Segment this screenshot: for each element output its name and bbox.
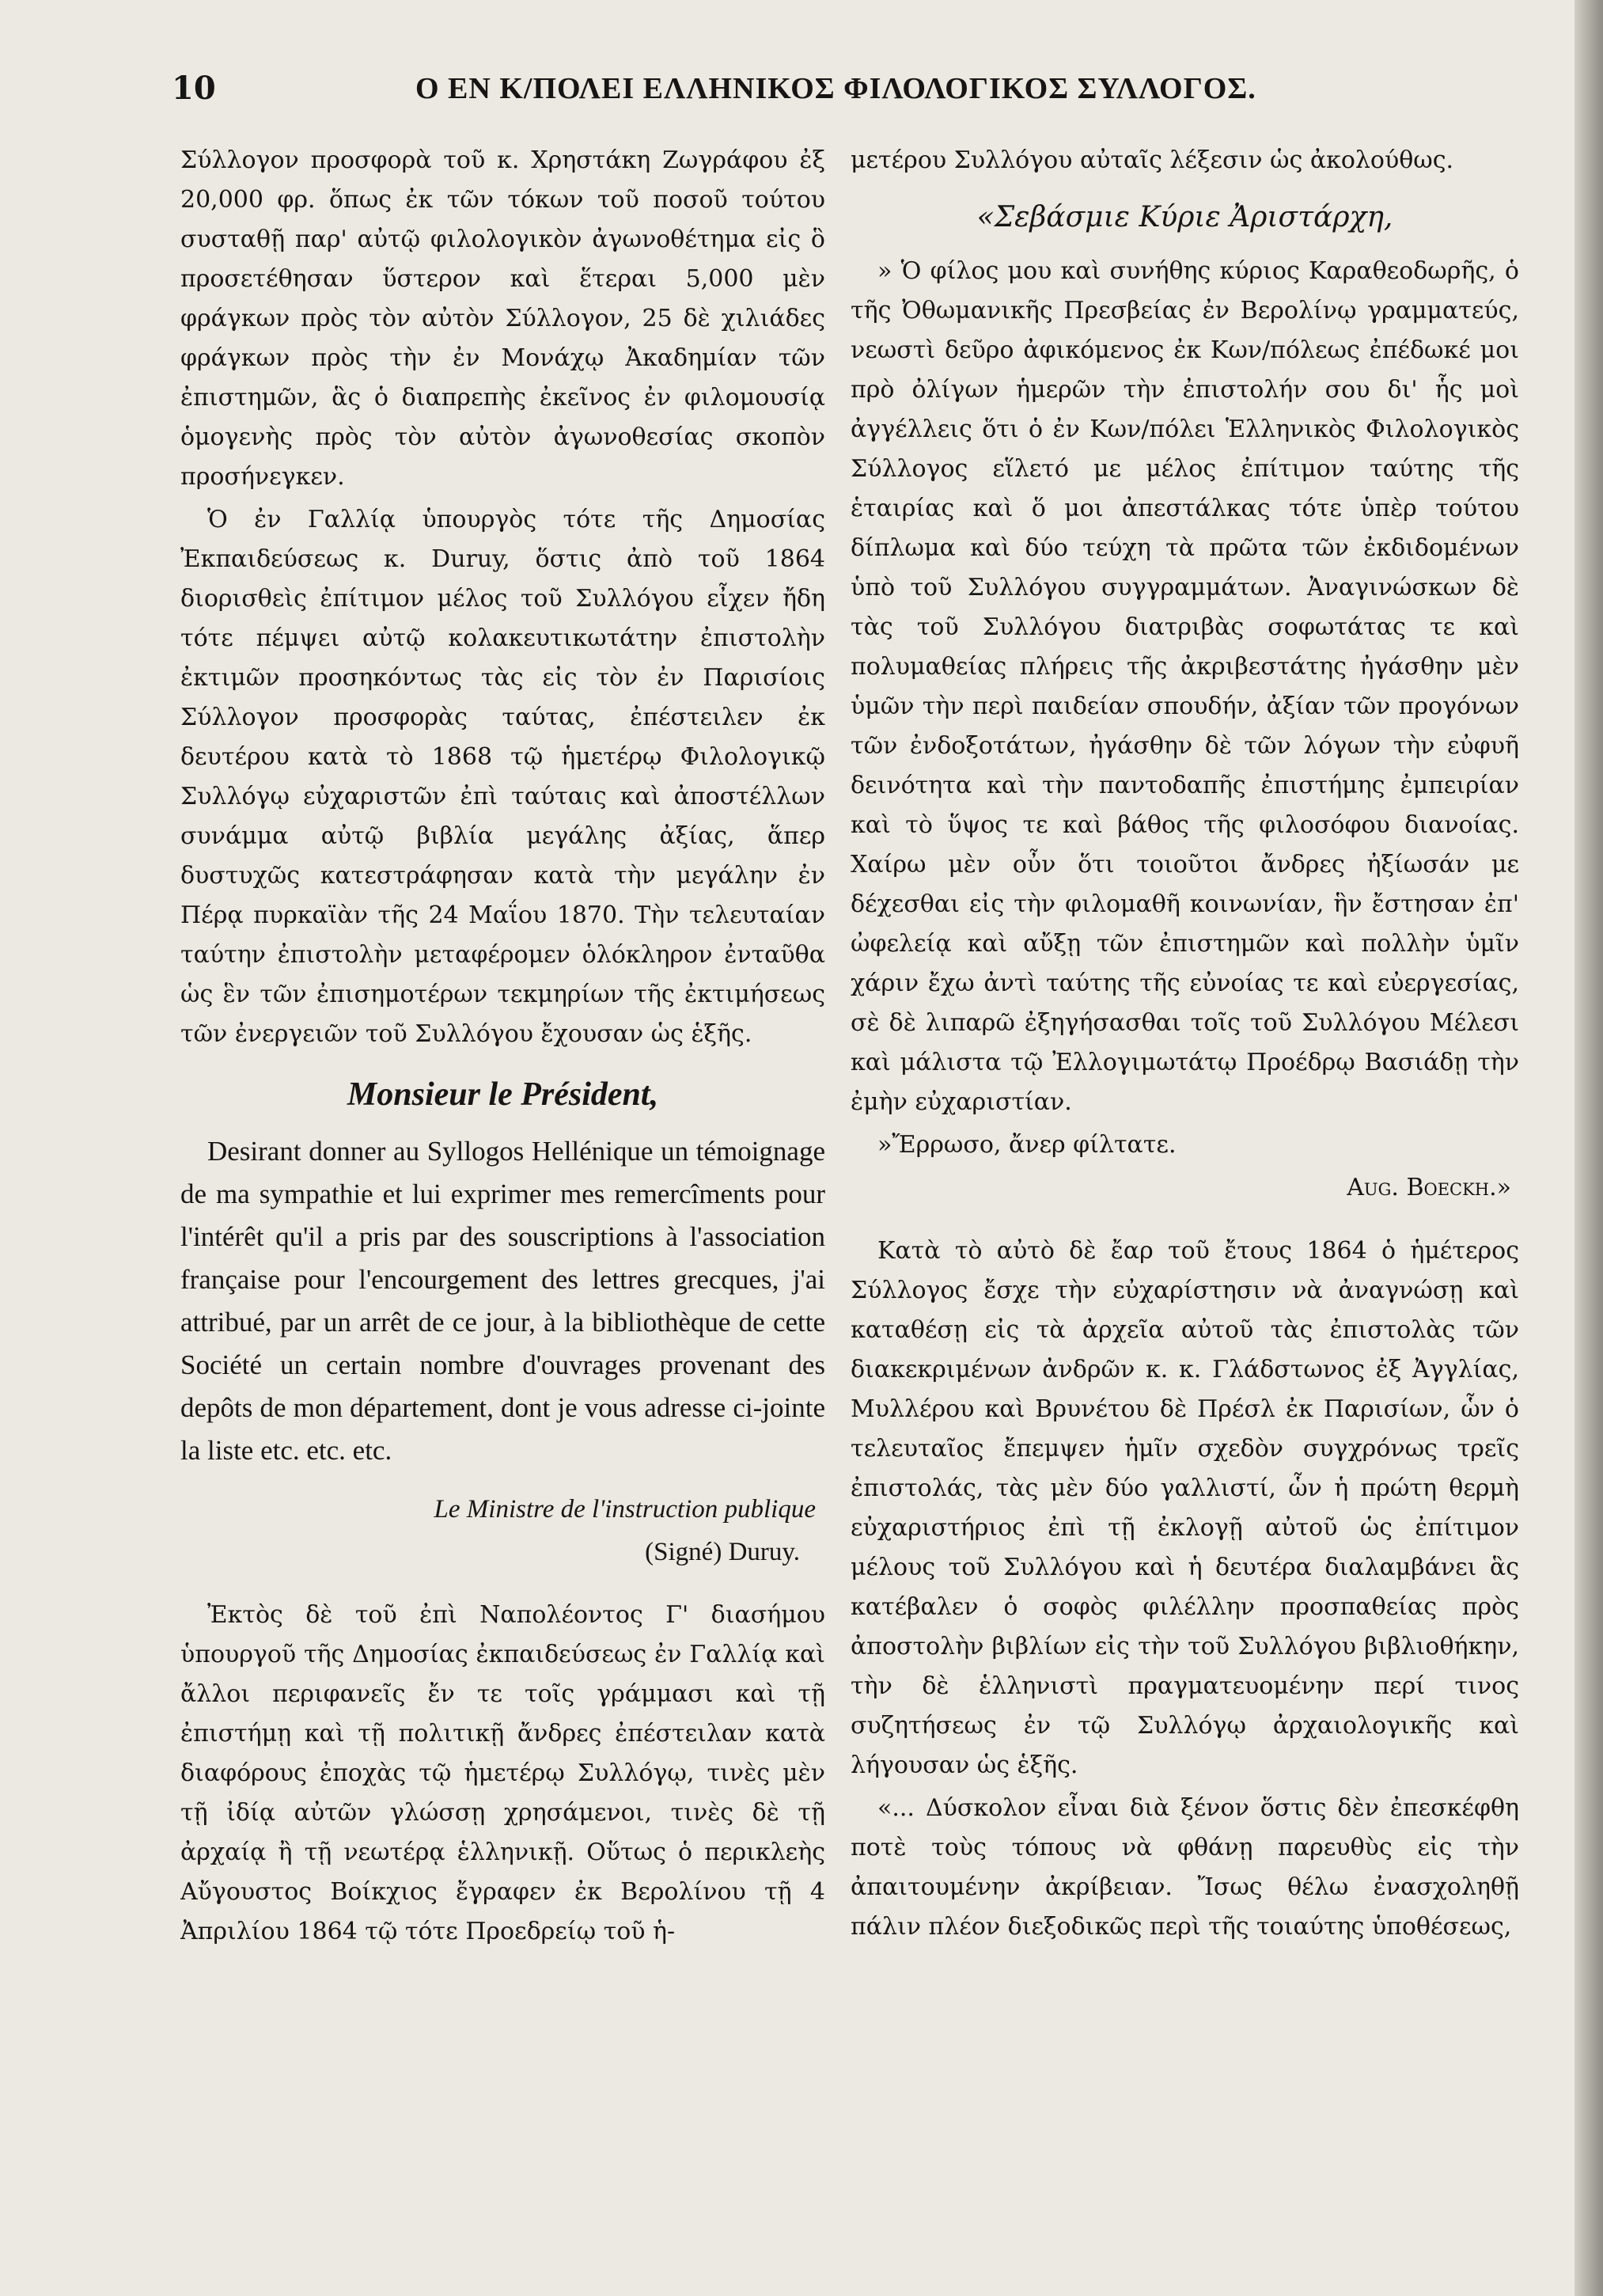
french-letter-body: Desirant donner au Syllogos Hellénique un témoignage de ma sympathie et lui exprimer mes remercîments pour l'intérêt qu'il a pris par des souscriptions à l'association française pour l'encourgement des lettres grecques, j'ai attribué, par un arrêt de ce jour, à la bibliothèque de cette Société un certain nombre d'ouvrages provenant des depôts de mon département, dont je vous adresse ci-jointe la liste etc. etc. etc. bbox=[180, 1136, 825, 1466]
greek-letter-body: » Ὁ φίλος μου καὶ συνήθης κύριος Καραθεοδωρῆς, ὁ τῆς Ὀθωμανικῆς Πρεσβείας ἐν Βερολίνῳ γραμματεύς, νεωστὶ δεῦρο ἀφικόμενος ἐκ Κων/πόλεως ἐπέδωκέ μοι πρὸ ὀλίγων ἡμερῶν τὴν ἐπιστολήν σου δι' ἧς μοὶ ἀγγέλλεις ὅτι ὁ ἐν Κων/πόλει Ἑλληνικὸς Φιλολογικὸς Σύλλογος εἵλετό με μέλος ἐπίτιμον ταύτης τῆς ἑταιρίας καὶ ὅ μοι ἀπεστάλκας τότε ὑπὲρ τούτου δίπλωμα καὶ δύο τεύχη τὰ πρῶτα τῶν ἐκδιδομένων ὑπὸ τοῦ Συλλόγου συγγραμμάτων. Ἀναγινώσκων δὲ τὰς τοῦ Συλλόγου διατριβὰς σοφωτάτας τε καὶ πολυμαθείας πλήρεις τῆς ἀκριβεστάτης ἠγάσθην μὲν ὑμῶν τὴν περὶ παιδείαν σπουδήν, ἀξίαν τῶν προγόνων τῶν ἐνδοξοτάτων, ἠγάσθην δὲ τῶν λόγων τὴν εὐφυῆ δεινότητα καὶ τὴν παντοδαπῆς ἐπιστήμης ἐμπειρίαν καὶ τὸ ὕψος τε καὶ βάθος τῆς φιλοσόφου διανοίας. Χαίρω μὲν οὖν ὅτι τοιοῦτοι ἄνδρες ἠξίωσάν με δέχεσθαι εἰς τὴν φιλομαθῆ κοινωνίαν, ἣν ἔστησαν ἐπ' ὠφελείᾳ καὶ αὔξῃ τῶν ἐπιστημῶν καὶ πολλὴν ὑμῖν χάριν ἔχω ἀντὶ ταύτης τῆς εὐνοίας τε καὶ εὐεργεσίας, σὲ δὲ λιπαρῶ ἐξηγήσασθαι τοῖς τοῦ Συλλόγου Μέλεσι καὶ μάλιστα τῷ Ἐλλογιμωτάτῳ Προέδρῳ Βασιάδῃ τὴν ἐμὴν εὐχαριστίαν. bbox=[851, 257, 1519, 1116]
greek-letter-signature: Aug. Boeckh.» bbox=[1347, 1174, 1511, 1201]
running-title: Ο ΕΝ Κ/ΠΟΛΕΙ ΕΛΛΗΝΙΚΟΣ ΦΙΛΟΛΟΓΙΚΟΣ ΣΥΛΛΟΓΟΣ. bbox=[415, 72, 1256, 105]
right-paragraph-1: μετέρου Συλλόγου αὐταῖς λέξεσιν ὡς ἀκολούθως. bbox=[851, 146, 1454, 174]
left-column bbox=[180, 141, 825, 2278]
right-paragraph-3: «... Δύσκολον εἶναι διὰ ξένον ὅστις δὲν ἐπεσκέφθη ποτὲ τοὺς τόπους νὰ φθάνῃ παρευθὺς εἰς τὴν ἀπαιτουμένην ἀκρίβειαν. Ἴσως θέλω ἐνασχοληθῇ πάλιν πλέον διεξοδικῶς περὶ τῆς τοιαύτης ὑποθέσεως, bbox=[851, 1794, 1519, 1941]
right-paragraph-2: Κατὰ τὸ αὐτὸ δὲ ἔαρ τοῦ ἔτους 1864 ὁ ἡμέτερος Σύλλογος ἔσχε τὴν εὐχαρίστησιν νὰ ἀναγνώσῃ καὶ καταθέσῃ εἰς τὰ ἀρχεῖα αὐτοῦ τὰς ἐπιστολὰς τῶν διακεκριμένων ἀνδρῶν κ. κ. Γλάδστωνος ἐξ Ἀγγλίας, Μυλλέρου καὶ Βρυνέτου δὲ Πρέσλ ἐκ Παρισίων, ὧν ὁ τελευταῖος ἔπεμψεν ἡμῖν σχεδὸν συγχρόνως τρεῖς ἐπιστολάς, τὰς μὲν δύο γαλλιστί, ὧν ἡ πρώτη θερμὴ εὐχαριστήριος ἐπὶ τῇ ἐκλογῇ αὐτοῦ ὡς ἐπίτιμον μέλους τοῦ Συλλόγου καὶ ἡ δευτέρα διαλαμβάνει ἃς κατέβαλεν ὁ σοφὸς φιλέλλην προσπαθείας πρὸς ἀποστολὴν βιβλίων εἰς τὴν τοῦ Συλλόγου βιβλιοθήκην, τὴν δὲ ἑλληνιστὶ πραγματευομένην περί τινος συζητήσεως ἐν τῷ Συλλόγῳ ἀρχαιολογικῆς καὶ λήγουσαν ὡς ἑξῆς. bbox=[851, 1237, 1519, 1779]
greek-letter-salutation: «Σεβάσμιε Κύριε Ἀριστάρχη, bbox=[976, 201, 1393, 233]
left-paragraph-2: Ὁ ἐν Γαλλίᾳ ὑπουργὸς τότε τῆς Δημοσίας Ἐκπαιδεύσεως κ. Duruy, ὅστις ἀπὸ τοῦ 1864 διορισθεὶς ἐπίτιμον μέλος τοῦ Συλλόγου εἶχεν ἤδη τότε πέμψει αὐτῷ κολακευτικωτάτην ἐπιστολὴν ἐκτιμῶν προσηκόντως τὰς εἰς τὸν ἐν Παρισίοις Σύλλογον προσφορὰς ταύτας, ἐπέστειλεν ἐκ δευτέρου κατὰ τὸ 1868 τῷ ἡμετέρῳ Φιλολογικῷ Συλλόγῳ εὐχαριστῶν ἐπὶ ταύταις καὶ ἀποστέλλων συνάμμα αὐτῷ βιβλία μεγάλης ἀξίας, ἅπερ δυστυχῶς κατεστράφησαν κατὰ τὴν μεγάλην ἐν Πέρᾳ πυρκαϊὰν τῆς 24 Μαΐου 1870. Τὴν τελευταίαν ταύτην ἐπιστολὴν μεταφέρομεν ὁλόκληρον ἐνταῦθα ὡς ἓν τῶν ἐπισημοτέρων τεκμηρίων τῆς ἐκτιμήσεως τῶν ἐνεργειῶν τοῦ Συλλόγου ἔχουσαν ὡς ἑξῆς. bbox=[180, 506, 825, 1048]
scan-binding-edge bbox=[1575, 0, 1603, 2296]
left-paragraph-3: Ἐκτὸς δὲ τοῦ ἐπὶ Ναπολέοντος Γ' διασήμου ὑπουργοῦ τῆς Δημοσίας ἐκπαιδεύσεως ἐν Γαλλίᾳ καὶ ἄλλοι περιφανεῖς ἔν τε τοῖς γράμμασι καὶ τῇ ἐπιστήμῃ καὶ τῇ πολιτικῇ ἄνδρες ἐπέστειλαν κατὰ διαφόρους ἐποχὰς τῷ ἡμετέρῳ Συλλόγῳ, τινὲς μὲν τῇ ἰδίᾳ αὐτῶν γλώσσῃ χρησάμενοι, τινὲς δὲ τῇ ἀρχαίᾳ ἢ τῇ νεωτέρᾳ ἑλληνικῇ. Οὕτως ὁ περικλεὴς Αὔγουστος Βοίκχιος ἔγραφεν ἐκ Βερολίνου τῇ 4 Ἀπριλίου 1864 τῷ τότε Προεδρείῳ τοῦ ἡ- bbox=[180, 1601, 825, 1945]
greek-letter-signoff: »Ἔρρωσο, ἄνερ φίλτατε. bbox=[877, 1131, 1177, 1159]
page-number: 10 bbox=[172, 70, 216, 107]
french-letter-signatory-title: Le Ministre de l'instruction publique bbox=[434, 1495, 816, 1524]
left-paragraph-1: Σύλλογον προσφορὰ τοῦ κ. Χρηστάκη Ζωγράφου ἐξ 20,000 φρ. ὅπως ἐκ τῶν τόκων τοῦ ποσοῦ τούτου συσταθῇ παρ' αὐτῷ φιλολογικὸν ἀγωνοθέτημα εἰς ὃ προσετέθησαν ὕστερον καὶ ἕτεραι 5,000 μὲν φράγκων πρὸς τὸν αὐτὸν Σύλλογον, 25 δὲ χιλιάδες φράγκων πρὸς τὴν ἐν Μονάχῳ Ἀκαδημίαν τῶν ἐπιστημῶν, ἃς ὁ διαπρεπὴς ἐκεῖνος ἐν φιλομουσίᾳ ὁμογενὴς πρὸς τὸν αὐτὸν ἀγωνοθεσίας σκοπὸν προσήνεγκεν. bbox=[180, 146, 825, 491]
page-header bbox=[162, 70, 1256, 117]
french-letter-heading: Monsieur le Président, bbox=[347, 1076, 659, 1113]
french-letter-signature: (Signé) Duruy. bbox=[645, 1538, 800, 1566]
right-column bbox=[851, 141, 1519, 2278]
